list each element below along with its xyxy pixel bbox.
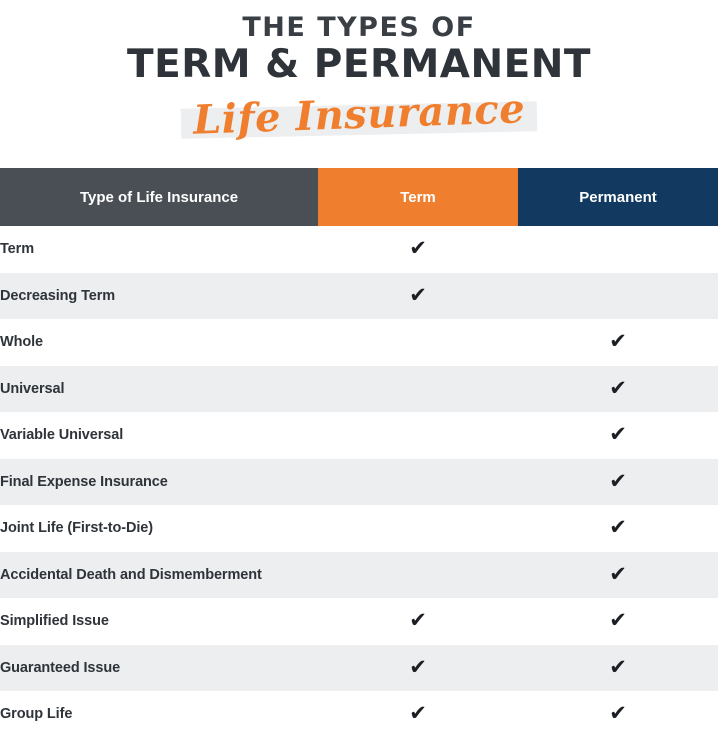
check-icon: ✔ [609,654,627,679]
table-row [0,226,718,273]
cell-permanent [518,412,718,459]
cell-term [318,552,518,599]
row-label: Group Life [0,691,318,738]
check-icon: ✔ [409,236,427,261]
table-row [0,691,718,738]
cell-term [318,598,518,645]
cell-permanent [518,552,718,599]
table-row [0,412,718,459]
title-line-1: THE TYPES OF [242,12,476,43]
row-label: Variable Universal [0,412,318,459]
cell-permanent [518,598,718,645]
cell-term [318,505,518,552]
cell-term [318,459,518,506]
table-body [0,226,718,738]
row-label: Whole [0,319,318,366]
table-row [0,366,718,413]
check-icon: ✔ [409,654,427,679]
table-row [0,598,718,645]
check-icon: ✔ [609,608,627,633]
table-row [0,645,718,692]
cell-term [318,645,518,692]
cell-permanent [518,505,718,552]
check-icon: ✔ [409,608,427,633]
row-label: Guaranteed Issue [0,645,318,692]
row-label: Final Expense Insurance [0,459,318,506]
row-label: Joint Life (First-to-Die) [0,505,318,552]
row-label: Universal [0,366,318,413]
cell-permanent [518,645,718,692]
row-label: Term [0,226,318,273]
check-icon: ✔ [609,375,627,400]
cell-permanent [518,226,718,273]
cell-term [318,226,518,273]
row-label: Simplified Issue [0,598,318,645]
table-row [0,273,718,320]
cell-term [318,691,518,738]
check-icon: ✔ [609,515,627,540]
cell-permanent [518,273,718,320]
cell-term [318,366,518,413]
check-icon: ✔ [609,561,627,586]
table-header-row [0,168,718,226]
check-icon: ✔ [409,701,427,726]
check-icon: ✔ [609,422,627,447]
table-row [0,505,718,552]
table-row [0,552,718,599]
title-line-3: Life Insurance [192,85,526,145]
cell-term [318,319,518,366]
check-icon: ✔ [609,468,627,493]
insurance-types-table [0,168,718,738]
title-block [0,0,718,168]
table-header [0,168,718,226]
cell-permanent [518,319,718,366]
column-header-permanent: Permanent [518,168,718,226]
check-icon: ✔ [609,701,627,726]
cell-term [318,273,518,320]
title-script-wrapper [187,85,531,145]
cell-term [318,412,518,459]
cell-permanent [518,459,718,506]
column-header-type: Type of Life Insurance [0,168,318,226]
row-label: Accidental Death and Dismemberment [0,552,318,599]
cell-permanent [518,366,718,413]
row-label: Decreasing Term [0,273,318,320]
title-line-2: TERM & PERMANENT [126,42,592,88]
cell-permanent [518,691,718,738]
table-row [0,319,718,366]
check-icon: ✔ [609,329,627,354]
table-row [0,459,718,506]
check-icon: ✔ [409,282,427,307]
column-header-term: Term [318,168,518,226]
